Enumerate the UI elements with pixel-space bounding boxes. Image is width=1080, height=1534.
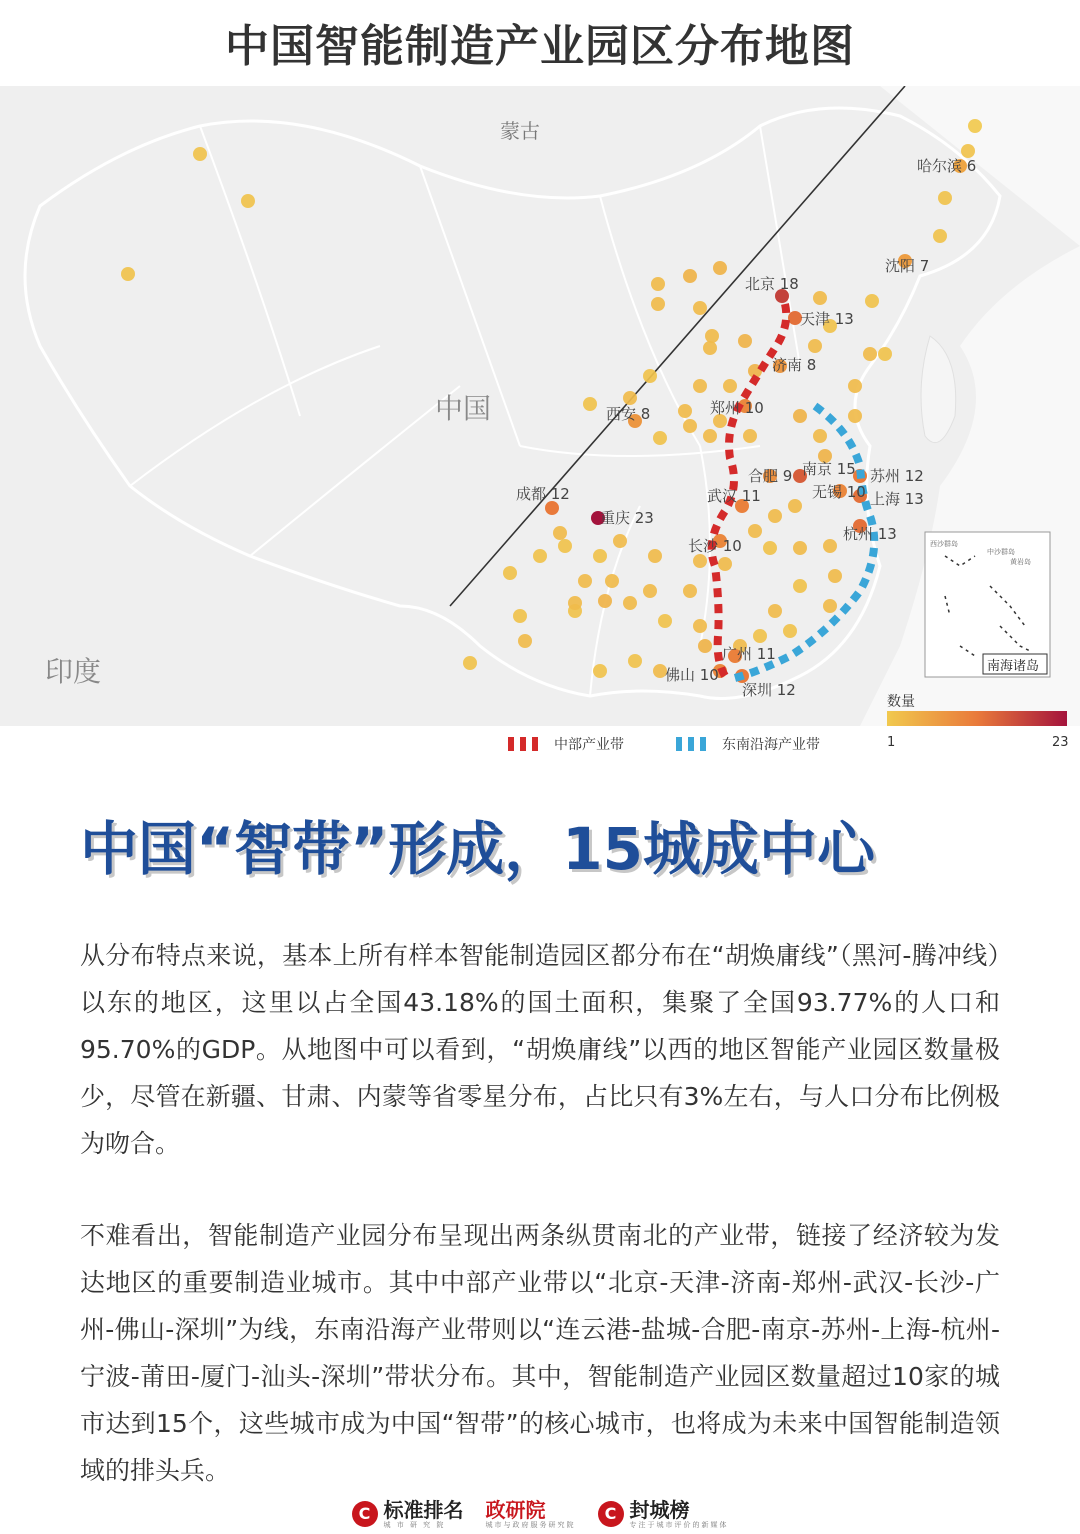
park-dot [813,291,827,305]
brand-sub: 城市与政府服务研究院 [485,1520,576,1529]
brand-name: 标准排名 [383,1497,464,1522]
city-labels [516,157,976,699]
city-label: 济南 8 [772,356,817,374]
color-scale-bar [887,711,1067,726]
park-dot [768,509,782,523]
color-scale-title: 数量 [887,694,915,710]
park-dot [793,541,807,555]
park-dot [241,194,255,208]
paragraph-2: 不难看出，智能制造产业园分布呈现出两条纵贯南北的产业带，链接了经济较为发达地区的重要制造业城市。其中中部产业带以“北京-天津-济南-郑州-武汉-长沙-广州-佛山-深圳”为线，东南沿海产业带则以“连云港-盐城-合肥-南京-苏州-上海-杭州-宁波-莆田-厦门-汕头-深圳”带状分布。其中，智能制造产业园区数量超过10家的城市达到15个，这些城市成为中国“智带”的核心城市，也将成为未来中国智能制造领域的排头兵。 [80,1221,1000,1485]
park-dot [628,654,642,668]
park-dot [703,341,717,355]
color-scale-min: 1 [887,735,896,750]
city-label: 郑州 10 [710,399,764,417]
korea-outline [921,336,956,443]
city-label: 武汉 11 [707,487,761,505]
china-map [0,86,1080,726]
park-dot [583,397,597,411]
city-label: 哈尔滨 6 [917,157,977,175]
city-label: 苏州 12 [870,467,924,485]
park-dot [693,554,707,568]
park-dot [768,604,782,618]
city-label: 南京 15 [802,460,856,478]
park-dot [961,144,975,158]
brand-fengcheng [598,1497,729,1529]
park-dot [651,277,665,291]
park-dot [788,499,802,513]
park-dot [748,524,762,538]
park-dot [828,569,842,583]
park-dot [623,596,637,610]
region-label-india: 印度 [45,655,102,688]
park-dot [558,539,572,553]
city-label: 成都 12 [516,485,570,503]
park-dot [593,664,607,678]
park-dot [823,539,837,553]
city-label: 重庆 23 [600,509,654,527]
park-dot [938,191,952,205]
park-dot [743,429,757,443]
city-dot [545,501,559,515]
south-china-sea-inset [925,532,1050,677]
hu-huanyong-line [450,86,905,606]
park-dot [848,379,862,393]
paragraph-1: 从分布特点来说，基本上所有样本智能制造园区都分布在“胡焕庸线”（黑河-腾冲线）以东的地区，这里以占全国43.18%的国土面积，集聚了全国93.77%的人口和95.70%的GDP。从地图中可以看到，“胡焕庸线”以西的地区智能产业园区数量极少，尽管在新疆、甘肃、内蒙等省零星分布，占比只有3%左右，与人口分布比例极为吻合。 [80,941,1000,1158]
inset-small-label-2: 中沙群岛 [987,548,1015,556]
city-label: 上海 13 [870,490,924,508]
coastal-belt-label: 东南沿海产业带 [722,737,820,753]
park-dot [651,297,665,311]
park-dot [933,229,947,243]
brand-name: 封城榜 [629,1497,690,1522]
brand-biaozhun [352,1497,464,1529]
park-dot [648,549,662,563]
park-dot [568,596,582,610]
coastal-belt-swatch [676,737,710,751]
park-dot [653,431,667,445]
park-dot [808,339,822,353]
park-dot [823,599,837,613]
park-dot [503,566,517,580]
brand-logo-icon: C [352,1501,378,1527]
park-dot [613,534,627,548]
city-label: 天津 13 [800,310,854,328]
park-dot [693,301,707,315]
park-dot [623,391,637,405]
central-belt-legend [508,734,624,754]
park-dot [723,379,737,393]
map-legend-row [0,728,1080,760]
park-dot [658,614,672,628]
park-dot [693,619,707,633]
park-dot [578,574,592,588]
park-dot [878,347,892,361]
park-dot [793,579,807,593]
city-label: 杭州 13 [843,525,897,543]
inset-small-label-1: 西沙群岛 [930,540,958,548]
park-dot [705,329,719,343]
park-dot [863,347,877,361]
park-dot [598,594,612,608]
park-dot [713,261,727,275]
park-dot [763,541,777,555]
park-dot [738,334,752,348]
central-belt-swatch [508,737,542,751]
headline: 中国“智带”形成，15城成中心 [80,815,875,883]
park-dot [683,419,697,433]
china-border [25,108,1000,699]
park-dot [553,526,567,540]
park-dot [121,267,135,281]
park-dot [513,609,527,623]
park-dot [683,584,697,598]
brand-zhengyan [485,1497,576,1529]
park-dot [193,147,207,161]
city-label: 深圳 12 [742,681,796,699]
region-label-china: 中国 [435,392,492,425]
park-dot [683,269,697,283]
brand-sub: 专注于城市评价的新媒体 [629,1520,729,1529]
inset-label: 南海诸岛 [987,659,1040,674]
park-dot [605,574,619,588]
park-dot [643,584,657,598]
inset-small-label-3: 黄岩岛 [1010,558,1031,566]
region-label-mongolia: 蒙古 [500,119,540,143]
map-title: 中国智能制造产业园区分布地图 [225,21,855,72]
park-dot [783,624,797,638]
footer-brands [0,1494,1080,1534]
city-label: 长沙 10 [688,537,742,555]
brand-sub: 城 市 研 究 院 [383,1520,446,1529]
park-dot [703,429,717,443]
city-label: 沈阳 7 [885,257,930,275]
park-dot [518,634,532,648]
park-dot [968,119,982,133]
park-dot [533,549,547,563]
central-belt-label: 中部产业带 [554,737,624,753]
park-dot [593,549,607,563]
map-canvas [0,86,1080,726]
brand-logo-icon: C [598,1501,624,1527]
park-dot [698,639,712,653]
park-dot [848,409,862,423]
park-dot [693,379,707,393]
city-label: 西安 8 [606,405,651,423]
park-dot [865,294,879,308]
brand-name: 政研院 [485,1497,546,1522]
park-dot [718,557,732,571]
city-label: 合肥 9 [748,467,793,485]
city-label: 北京 18 [745,275,799,293]
city-label: 广州 11 [722,645,776,663]
coastal-belt-legend [676,734,820,754]
city-label: 无锡 10 [812,483,866,501]
city-label: 佛山 10 [665,666,719,684]
park-dot [678,404,692,418]
park-dot [753,629,767,643]
color-scale-max: 23 [1052,735,1069,750]
park-dot [643,369,657,383]
park-dot [813,429,827,443]
park-dot [793,409,807,423]
park-dot [463,656,477,670]
